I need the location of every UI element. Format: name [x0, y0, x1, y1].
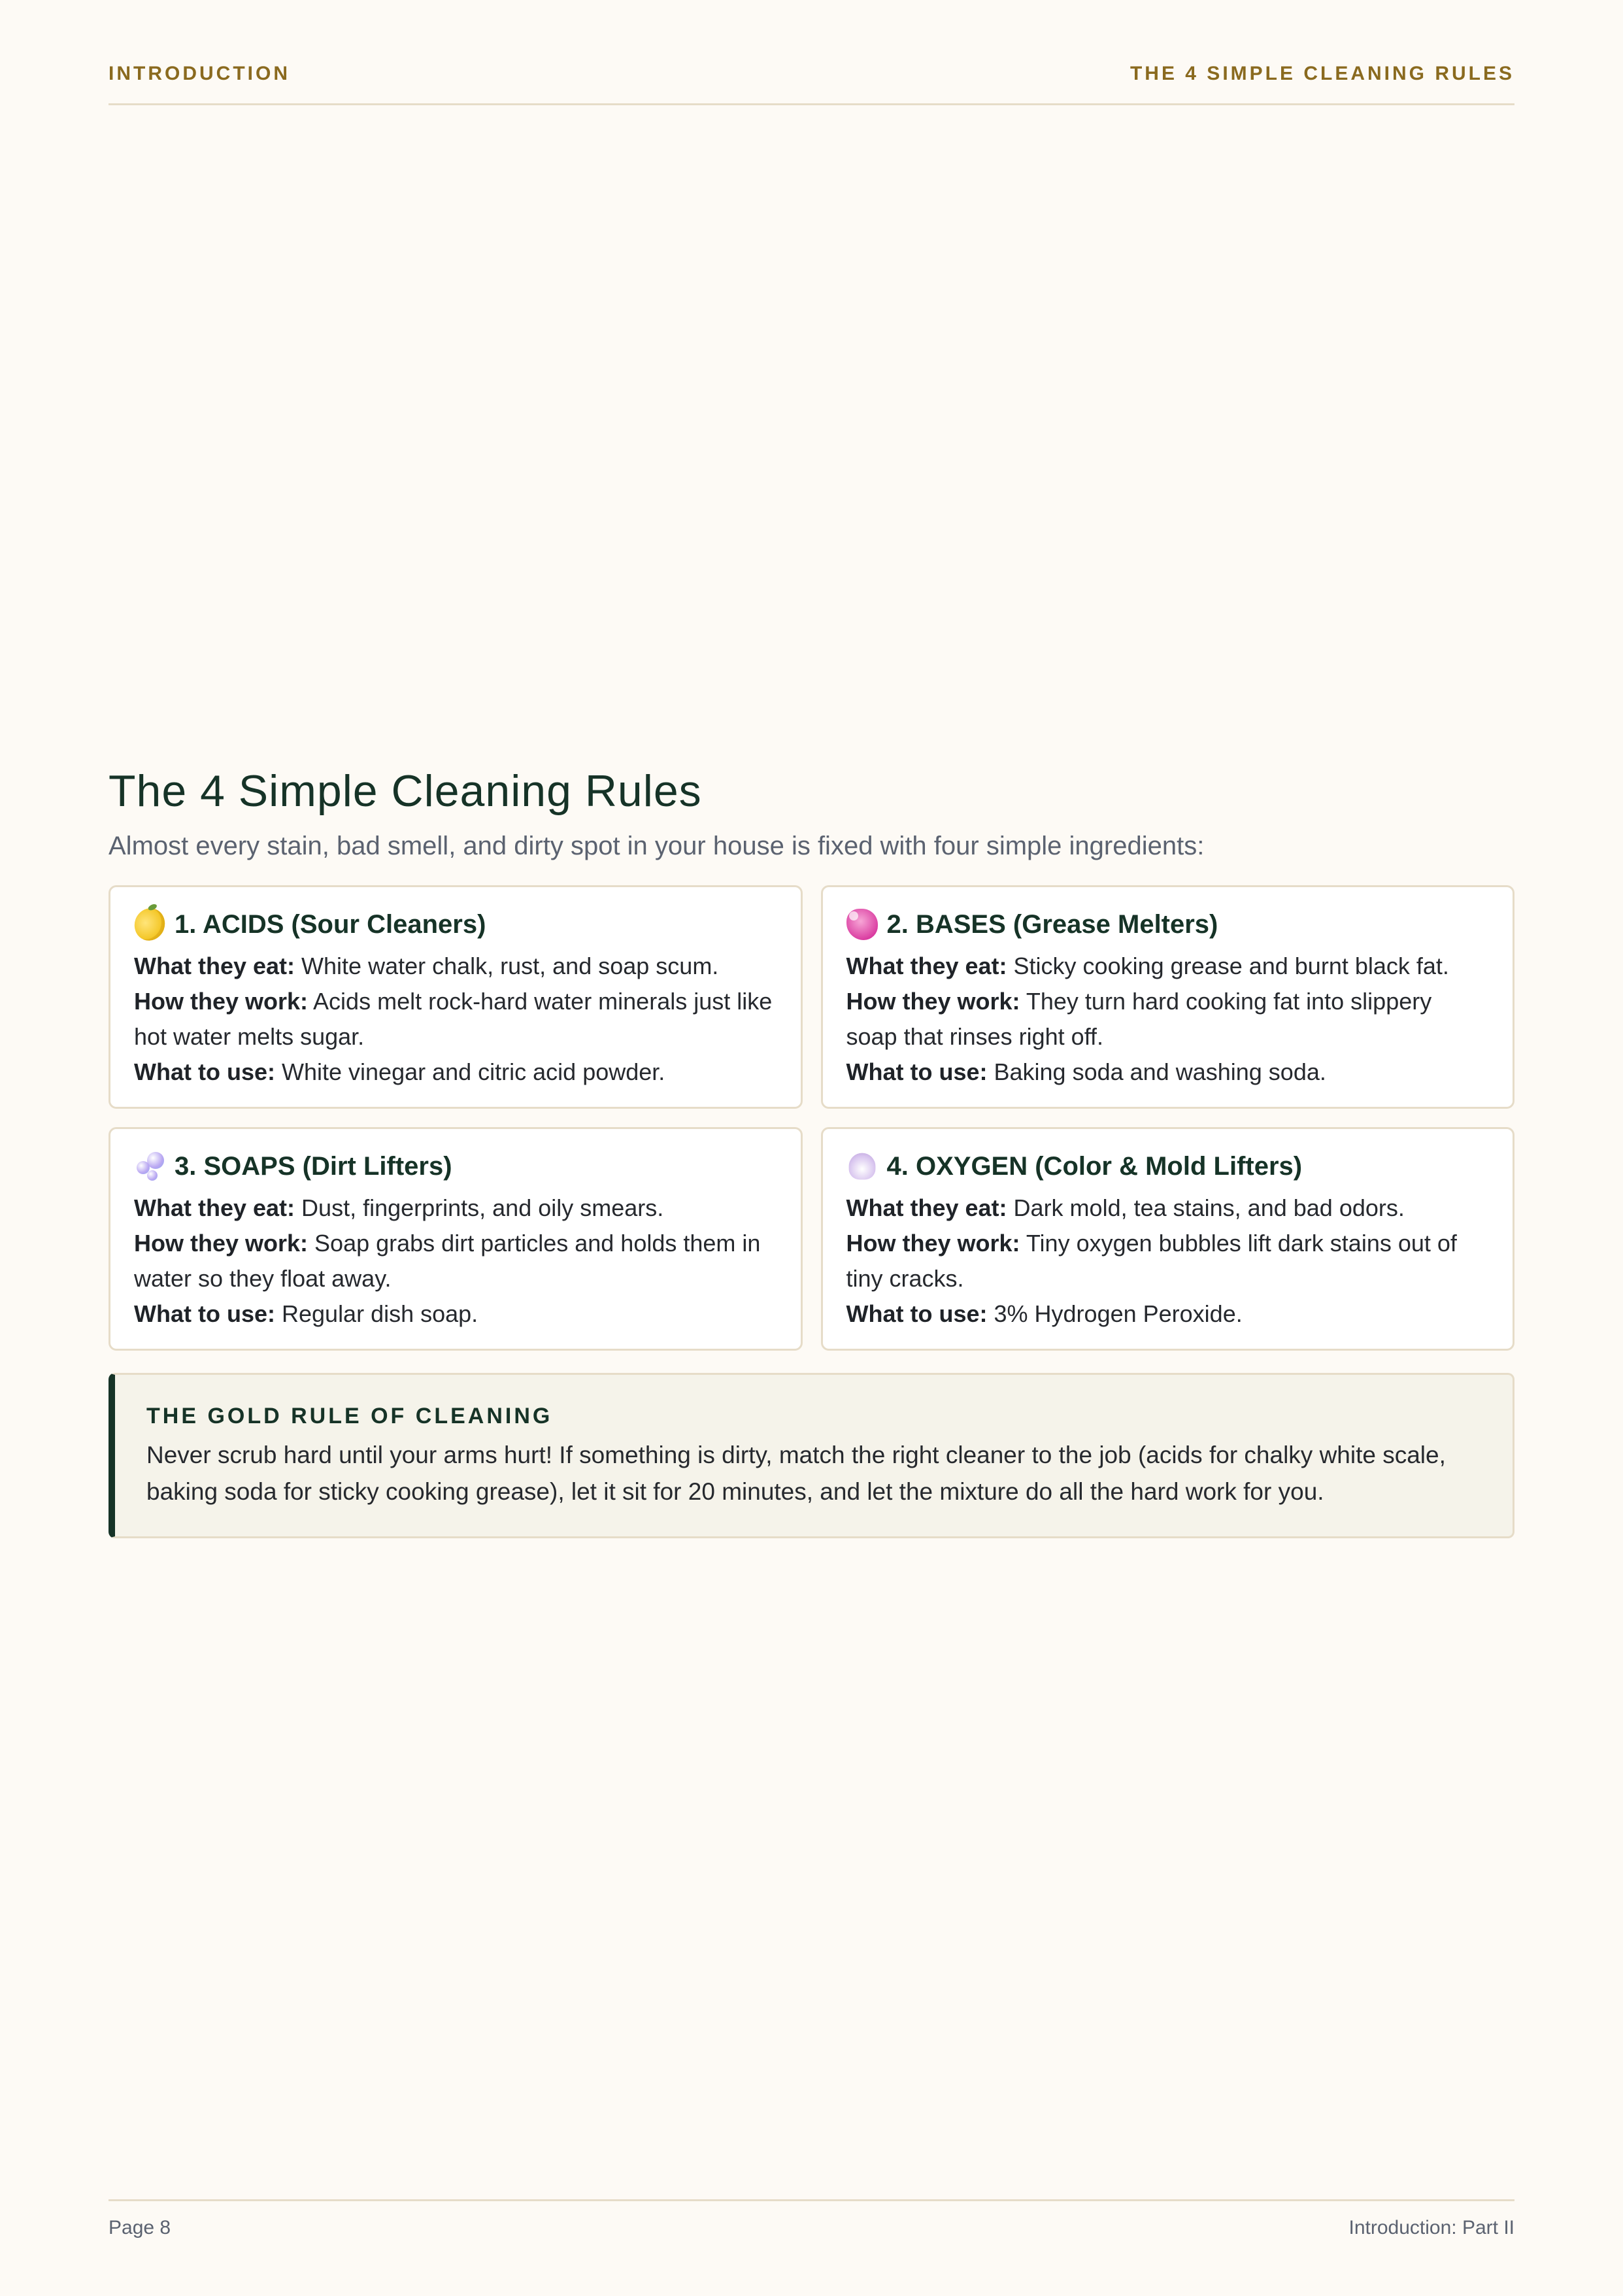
eat-text: Dust, fingerprints, and oily smears.: [301, 1194, 664, 1221]
rule-work: [846, 984, 1490, 1055]
card-header: [134, 907, 777, 942]
use-text: Baking soda and washing soda.: [994, 1058, 1326, 1085]
card-title: 4. OXYGEN (Color & Mold Lifters): [886, 1152, 1303, 1181]
rule-use: [134, 1055, 777, 1090]
label-eat: What they eat:: [846, 1194, 1007, 1221]
label-use: What to use:: [846, 1058, 988, 1085]
label-use: What to use:: [846, 1300, 988, 1327]
eat-text: Dark mold, tea stains, and bad odors.: [1013, 1194, 1405, 1221]
card-title: 1. ACIDS (Sour Cleaners): [175, 910, 486, 939]
rule-work: [134, 1226, 777, 1296]
header-chapter-label: THE 4 SIMPLE CLEANING RULES: [1129, 63, 1514, 84]
lemon-icon: [129, 903, 171, 945]
page-subtitle: Almost every stain, bad smell, and dirty spot in your house is fixed with four simple ingredients:: [109, 832, 1205, 860]
use-text: White vinegar and citric acid powder.: [282, 1058, 665, 1085]
rule-eat: [846, 949, 1490, 984]
label-eat: What they eat:: [134, 953, 295, 979]
work-text: Soap grabs dirt particles and holds them in water so they float away.: [134, 1230, 761, 1292]
card-header: [846, 907, 1490, 942]
rules-grid: [109, 885, 1514, 1351]
bubbles-icon: [134, 1151, 165, 1182]
eat-text: Sticky cooking grease and burnt black fat.: [1013, 953, 1449, 979]
footer-part-label: Introduction: Part II: [1348, 2217, 1514, 2238]
rule-card-soaps: [109, 1127, 803, 1351]
rule-eat: [134, 949, 777, 984]
label-eat: What they eat:: [134, 1194, 295, 1221]
rule-eat: [134, 1190, 777, 1226]
label-work: How they work:: [846, 988, 1020, 1015]
eat-text: White water chalk, rust, and soap scum.: [301, 953, 719, 979]
card-header: [134, 1149, 777, 1184]
running-header: [109, 63, 1514, 105]
rule-use: [846, 1296, 1490, 1332]
work-text: Tiny oxygen bubbles lift dark stains out of tiny cracks.: [846, 1230, 1457, 1292]
shell-icon: [848, 1153, 875, 1180]
cleaning-rules-section: [109, 764, 1514, 1538]
rule-work: [846, 1226, 1490, 1296]
label-use: What to use:: [134, 1300, 275, 1327]
header-section-label: INTRODUCTION: [109, 63, 290, 84]
soap-bar-icon: [846, 909, 878, 940]
work-text: Acids melt rock-hard water minerals just like hot water melts sugar.: [134, 988, 773, 1050]
label-work: How they work:: [846, 1230, 1020, 1257]
rule-work: [134, 984, 777, 1055]
gold-rule-callout: [109, 1373, 1514, 1538]
use-text: 3% Hydrogen Peroxide.: [994, 1300, 1243, 1327]
use-text: Regular dish soap.: [282, 1300, 478, 1327]
label-eat: What they eat:: [846, 953, 1007, 979]
page-number: Page 8: [109, 2217, 171, 2238]
rule-eat: [846, 1190, 1490, 1226]
rule-use: [134, 1296, 777, 1332]
gold-rule-title: THE GOLD RULE OF CLEANING: [146, 1404, 553, 1428]
rule-card-oxygen: [821, 1127, 1515, 1351]
rule-card-bases: [821, 885, 1515, 1109]
card-title: 3. SOAPS (Dirt Lifters): [175, 1152, 452, 1181]
rule-card-acids: [109, 885, 803, 1109]
rule-use: [846, 1055, 1490, 1090]
page-title: The 4 Simple Cleaning Rules: [109, 766, 702, 816]
label-use: What to use:: [134, 1058, 275, 1085]
card-title: 2. BASES (Grease Melters): [886, 910, 1218, 939]
label-work: How they work:: [134, 988, 309, 1015]
running-footer: [109, 2199, 1514, 2239]
work-text: They turn hard cooking fat into slippery soap that rinses right off.: [846, 988, 1432, 1050]
gold-rule-text: Never scrub hard until your arms hurt! If something is dirty, match the right cleaner to the job (acids for chalky white scale, baking soda for sticky cooking grease), let it sit for 20 minutes, and let the mixture do all the hard work for you.: [146, 1442, 1446, 1505]
card-header: [846, 1149, 1490, 1184]
label-work: How they work:: [134, 1230, 309, 1257]
